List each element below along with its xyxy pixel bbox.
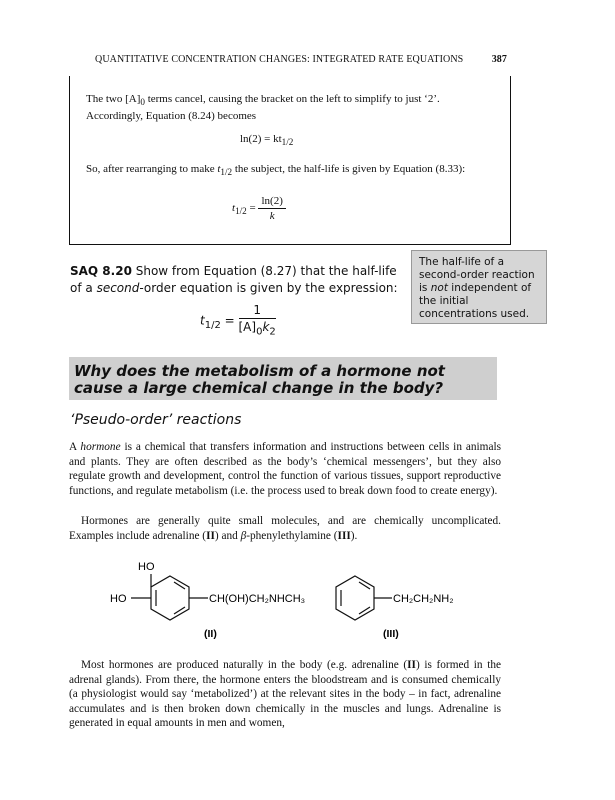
adrenaline-structure xyxy=(131,574,208,620)
ho-top-label: HO xyxy=(138,561,155,573)
phenylethylamine-ring xyxy=(336,576,374,620)
paragraph-metabolism: Most hormones are produced naturally in the body (e.g. adrenaline (II) is formed in the adrenal glands). From there, the hormone enters the bloodstream and is consumed chemically (a physiologist would say ‘metabolized’) at the relevant sites in the body – in fact, adrenaline accumulates and is then broken down chemically in the muscles and lungs. Adrenaline is generated in equal amounts in men and women, xyxy=(69,659,501,729)
chemical-structures xyxy=(100,558,520,643)
label-II: (II) xyxy=(204,628,217,640)
equation-ln2: $\ln(2) = kt_{1/2}$ xyxy=(240,133,294,148)
side-chain-2: CH₂CH₂NH₂ xyxy=(393,593,454,605)
header-title: QUANTITATIVE CONCENTRATION CHANGES: INTEGRATED RATE EQUATIONS xyxy=(95,54,464,65)
saq-question: SAQ 8.20 Show from Equation (8.27) that the half-life of a second-order equation is given by the expression: xyxy=(70,264,398,295)
saq-equation: $t_{1/2}$ = $\frac{1}{[A]_0k_2}$ xyxy=(200,303,276,338)
equation-half-life: $t_{1/2}$ = $\frac{\ln(2)}{k}$ xyxy=(232,194,286,223)
margin-note: The half-life of a second-order reaction is not independent of the initial concentrations used. xyxy=(411,250,547,324)
subheading: ‘Pseudo-order’ reactions xyxy=(70,412,242,428)
phenylethylamine-structure xyxy=(336,576,392,620)
ho-left-label: HO xyxy=(110,593,127,605)
section-heading: Why does the metabolism of a hormone not cause a large chemical change in the body? xyxy=(69,357,497,400)
box-text-2: So, after rearranging to make $t_{1/2}$ the subject, the half-life is given by Equation (8.33): xyxy=(86,163,466,178)
page-number: 387 xyxy=(491,54,507,65)
saq-label: SAQ 8.20 xyxy=(70,264,132,278)
paragraph-hormone: A hormone is a chemical that transfers information and instructions between cells in animals and plants. They are often described as the body’s ‘chemical messengers’, but they also regulate growth and development, control the function of various tissues, support reproductive functions, and regulate metabolism (i.e. the process used to break down food to create energy). xyxy=(69,441,501,497)
box-text-1: The two $[A]_0$ terms cancel, causing the bracket on the left to simplify to just ‘2’. Accordingly, Equation (8.24) becomes xyxy=(86,93,440,123)
adrenaline-ring xyxy=(151,576,189,620)
derivation-box xyxy=(69,76,511,245)
label-III: (III) xyxy=(383,628,399,640)
paragraph-examples: Hormones are generally quite small molecules, and are chemically uncomplicated. Examples include adrenaline (II) and β-phenylethylamine (III). xyxy=(69,515,501,542)
side-chain-1: CH(OH)CH₂NHCH₃ xyxy=(209,593,306,605)
